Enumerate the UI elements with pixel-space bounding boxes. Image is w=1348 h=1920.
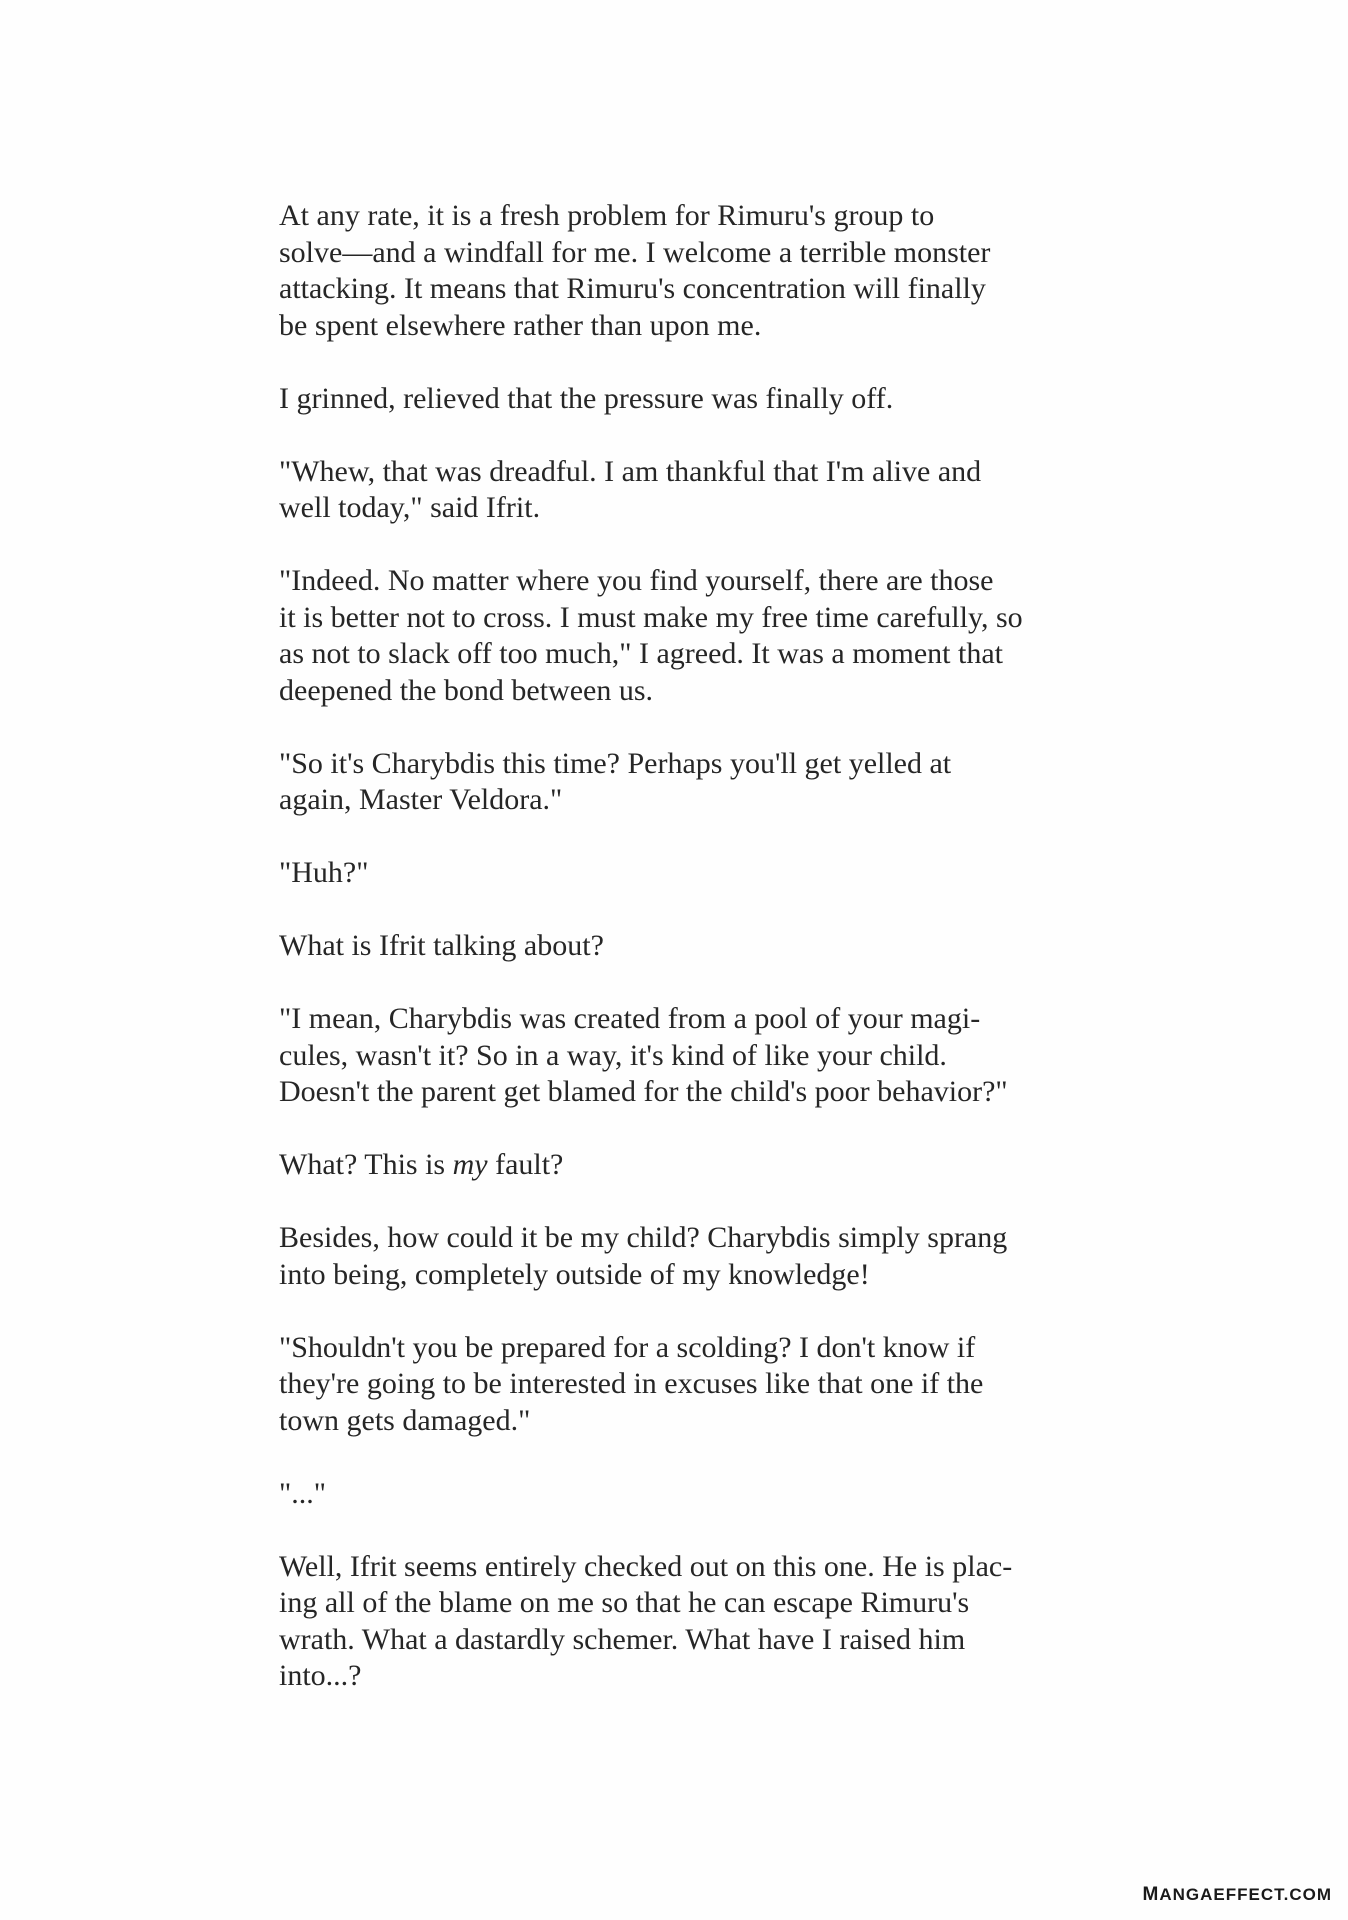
- paragraph: [279, 198, 1099, 344]
- body-text: [279, 198, 1099, 1731]
- text-line: deepened the bond between us.: [279, 673, 654, 707]
- text-line: At any rate, it is a fresh problem for Rimuru's group to: [279, 199, 935, 232]
- text-line: "I mean, Charybdis was created from a pool of your magi-: [279, 1002, 981, 1035]
- paragraph: [279, 746, 1099, 819]
- paragraph: [279, 1330, 1099, 1440]
- text-line: attacking. It means that Rimuru's concentration will finally: [279, 272, 986, 305]
- paragraph: [279, 381, 1099, 418]
- italic-text: my: [452, 1148, 488, 1181]
- paragraph: [279, 1220, 1099, 1293]
- site-watermark: [1143, 1884, 1333, 1906]
- text-line: they're going to be interested in excuses like that one if the: [279, 1367, 984, 1400]
- paragraph: [279, 855, 1099, 892]
- text-line: [279, 1147, 1099, 1184]
- text-line: "Huh?": [279, 856, 369, 889]
- text-line: ing all of the blame on me so that he can escape Rimuru's: [279, 1586, 970, 1619]
- paragraph: [279, 928, 1099, 965]
- text-line: well today," said Ifrit.: [279, 491, 541, 524]
- paragraph: [279, 563, 1099, 709]
- text-line: be spent elsewhere rather than upon me.: [279, 308, 762, 342]
- text-segment: What? This is: [279, 1148, 453, 1181]
- text-line: "Shouldn't you be prepared for a scolding? I don't know if: [279, 1330, 976, 1364]
- watermark-rest: ANGAEFFECT.COM: [1159, 1885, 1332, 1904]
- text-line: as not to slack off too much," I agreed. It was a moment that: [279, 637, 1003, 670]
- paragraph: [279, 1147, 1099, 1184]
- paragraph: [279, 454, 1099, 527]
- paragraph: [279, 1476, 1099, 1513]
- text-line: "Indeed. No matter where you find yourself, there are those: [279, 564, 994, 597]
- text-line: town gets damaged.": [279, 1403, 531, 1437]
- text-line: into...?: [279, 1659, 362, 1692]
- text-line: What is Ifrit talking about?: [279, 929, 604, 962]
- text-line: again, Master Veldora.": [279, 783, 563, 816]
- text-line: Well, Ifrit seems entirely checked out on this one. He is plac-: [279, 1549, 1013, 1583]
- text-line: "Whew, that was dreadful. I am thankful that I'm alive and: [279, 454, 982, 488]
- text-line: solve—and a windfall for me. I welcome a terrible monster: [279, 235, 991, 269]
- text-line: I grinned, relieved that the pressure was finally off.: [279, 381, 894, 415]
- text-line: Besides, how could it be my child? Charybdis simply sprang: [279, 1221, 1008, 1254]
- paragraph: [279, 1001, 1099, 1111]
- text-line: Doesn't the parent get blamed for the child's poor behavior?": [279, 1075, 1008, 1108]
- text-segment: fault?: [487, 1148, 564, 1181]
- watermark-initial: M: [1142, 1884, 1160, 1905]
- text-line: wrath. What a dastardly schemer. What have I raised him: [279, 1622, 966, 1656]
- text-line: it is better not to cross. I must make my free time carefully, so: [279, 600, 1023, 634]
- text-line: cules, wasn't it? So in a way, it's kind of like your child.: [279, 1038, 947, 1072]
- text-line: "...": [279, 1476, 326, 1510]
- paragraph: [279, 1549, 1099, 1695]
- text-line: into being, completely outside of my knowledge!: [279, 1257, 870, 1291]
- text-line: "So it's Charybdis this time? Perhaps you'll get yelled at: [279, 746, 952, 780]
